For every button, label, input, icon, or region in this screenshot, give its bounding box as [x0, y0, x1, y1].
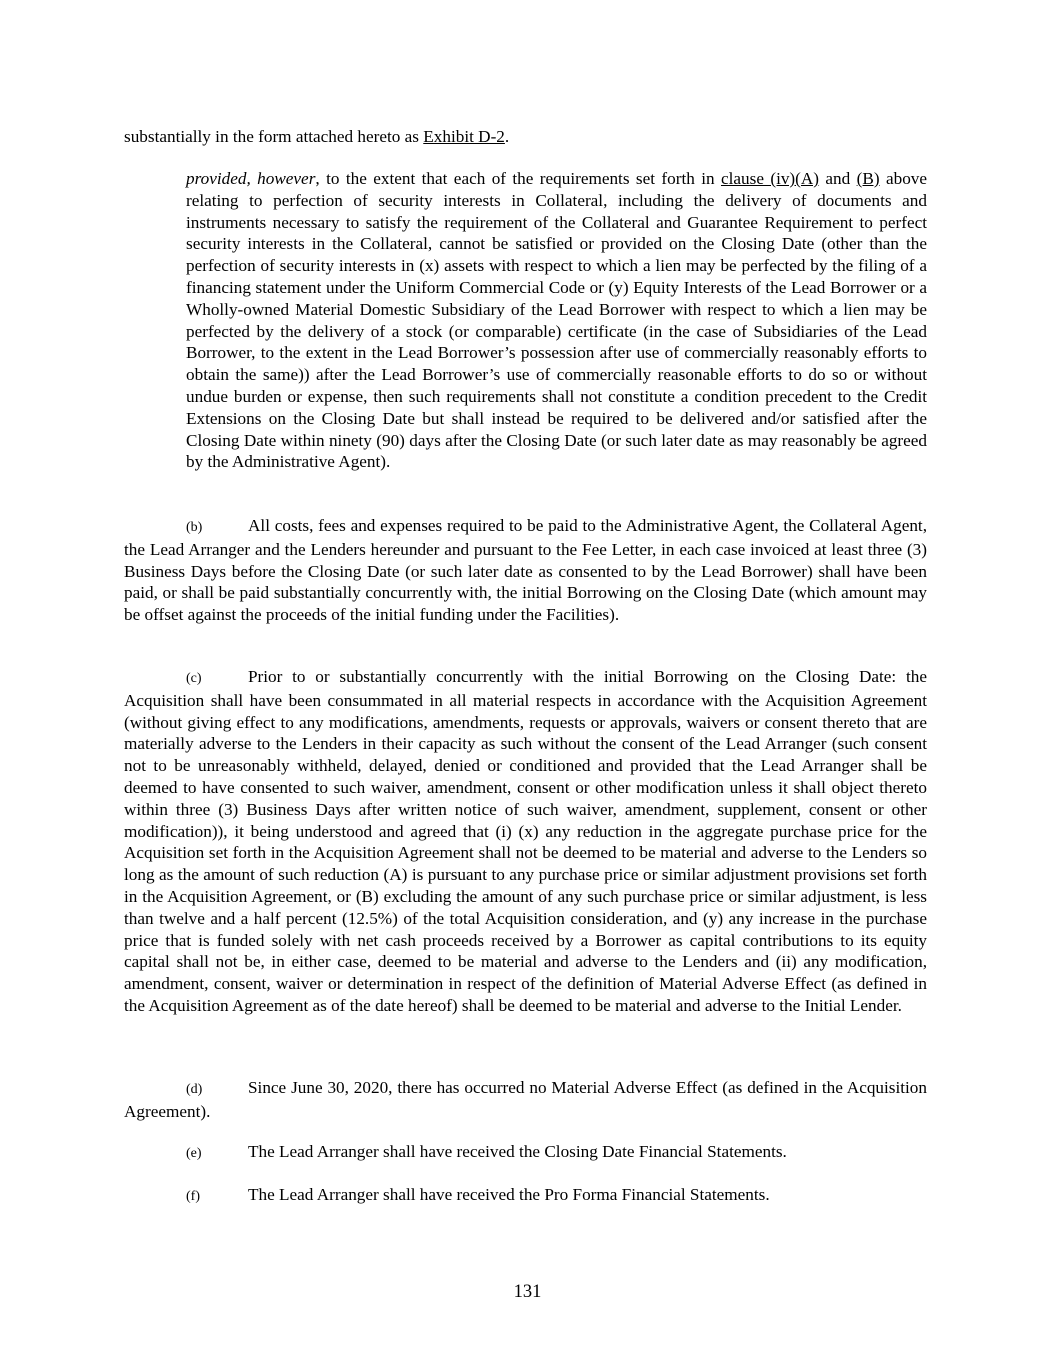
proviso-text-3: above relating to perfection of security interests in Collateral, including the delivery of documents and instruments necessary to satisfy the requirement of the Collateral and Guarantee Requirement to perfect security interests in the Collateral, cannot be satisfied or provided on the Closing Date (other than the perfection of security interests in (x) assets with respect to which a lien may be perfected by the filing of a financing statement under the Uniform Commercial Code or (y) Equity Interests of the Lead Borrower or a Wholly-owned Material Domestic Subsidiary of the Lead Borrower with respect to which a lien may be perfected by the delivery of a stock (or comparable) certificate (in the case of Subsidiaries of the Lead Borrower, to the extent in the Lead Borrower’s possession after use of commercially reasonably efforts to obtain the same)) after the Lead Borrower’s use of commercially reasonable efforts to do so or without undue burden or expense, then such requirements shall not constitute a condition precedent to the Credit Extensions on the Closing Date but shall instead be required to be delivered and/or satisfied after the Closing Date within ninety (90) days after the Closing Date (or such later date as may reasonably be agreed by the Administrative Agent).: [186, 169, 928, 472]
item-e-text: The Lead Arranger shall have received the Closing Date Financial Statements.: [248, 1142, 787, 1161]
item-c-label: (c): [186, 671, 202, 686]
item-b-paragraph: [124, 515, 927, 626]
lead-text: substantially in the form attached hereto as: [124, 127, 424, 146]
exhibit-link: Exhibit D-2: [423, 127, 505, 146]
item-d-text: Since June 30, 2020, there has occurred no Material Adverse Effect (as defined in the Acquisition Agreement).: [124, 1078, 927, 1121]
lead-period: .: [504, 127, 510, 146]
page-number: 131: [513, 1282, 542, 1302]
item-b-text: All costs, fees and expenses required to be paid to the Administrative Agent, the Collateral Agent, the Lead Arranger and the Lenders hereunder and pursuant to the Fee Letter, in each case invoiced at least three (3) Business Days before the Closing Date (or such later date as consented to by the Lead Borrower) shall have been paid, or shall be paid substantially concurrently with, the initial Borrowing on the Closing Date (which amount may be offset against the proceeds of the initial funding under the Facilities).: [124, 516, 927, 625]
proviso-text-1: , to the extent that each of the requirements set forth in: [315, 169, 721, 188]
item-d-label: (d): [186, 1082, 203, 1097]
proviso-italic: provided, however: [186, 169, 316, 188]
proviso-paragraph: [186, 168, 927, 473]
item-e-paragraph: [186, 1141, 927, 1165]
item-f-label: (f): [186, 1189, 200, 1204]
item-d-paragraph: [124, 1077, 927, 1123]
item-f-paragraph: [186, 1184, 927, 1208]
lead-line: [124, 126, 927, 148]
item-b-label: (b): [186, 520, 203, 535]
item-e-label: (e): [186, 1146, 202, 1161]
item-c-text: Prior to or substantially concurrently with the initial Borrowing on the Closing Date: the Acquisition shall have been consummated in all material respects in accordance with the Acquisition Agreement (without giving effect to any modifications, amendments, requests or approvals, waivers or consent thereto that are materially adverse to the Lenders in their capacity as such without the consent of the Lead Arranger (such consent not to be unreasonably withheld, delayed, denied or conditioned and provided that the Lead Arranger shall be deemed to have consented to such waiver, amendment, consent or other modification unless it shall object thereto within three (3) Business Days after written notice of such waiver, amendment, supplement, consent or other modification)), it being understood and agreed that (i) (x) any reduction in the aggregate purchase price for the Acquisition set forth in the Acquisition Agreement shall not be deemed to be material and adverse to the Lenders so long as the amount of such reduction (A) is pursuant to any purchase price or similar adjustment provisions set forth in the Acquisition Agreement, or (B) excluding the amount of any such purchase price or similar adjustment, is less than twelve and a half percent (12.5%) of the total Acquisition consideration, and (y) any increase in the purchase price that is funded solely with net cash proceeds received by a Borrower as capital contributions to its equity capital shall not be, in either case, deemed to be material and adverse to the Lenders and (ii) any modification, amendment, consent, waiver or determination in respect of the definition of Material Adverse Effect (as defined in the Acquisition Agreement as of the date hereof) shall be deemed to be material and adverse to the Initial Lender.: [124, 667, 927, 1015]
item-f-text: The Lead Arranger shall have received the Pro Forma Financial Statements.: [248, 1185, 770, 1204]
clause-b-reference: (B): [856, 169, 880, 188]
item-c-paragraph: [124, 666, 927, 1017]
proviso-text-2: and: [819, 169, 857, 188]
clause-reference: clause (iv)(A): [721, 169, 820, 188]
